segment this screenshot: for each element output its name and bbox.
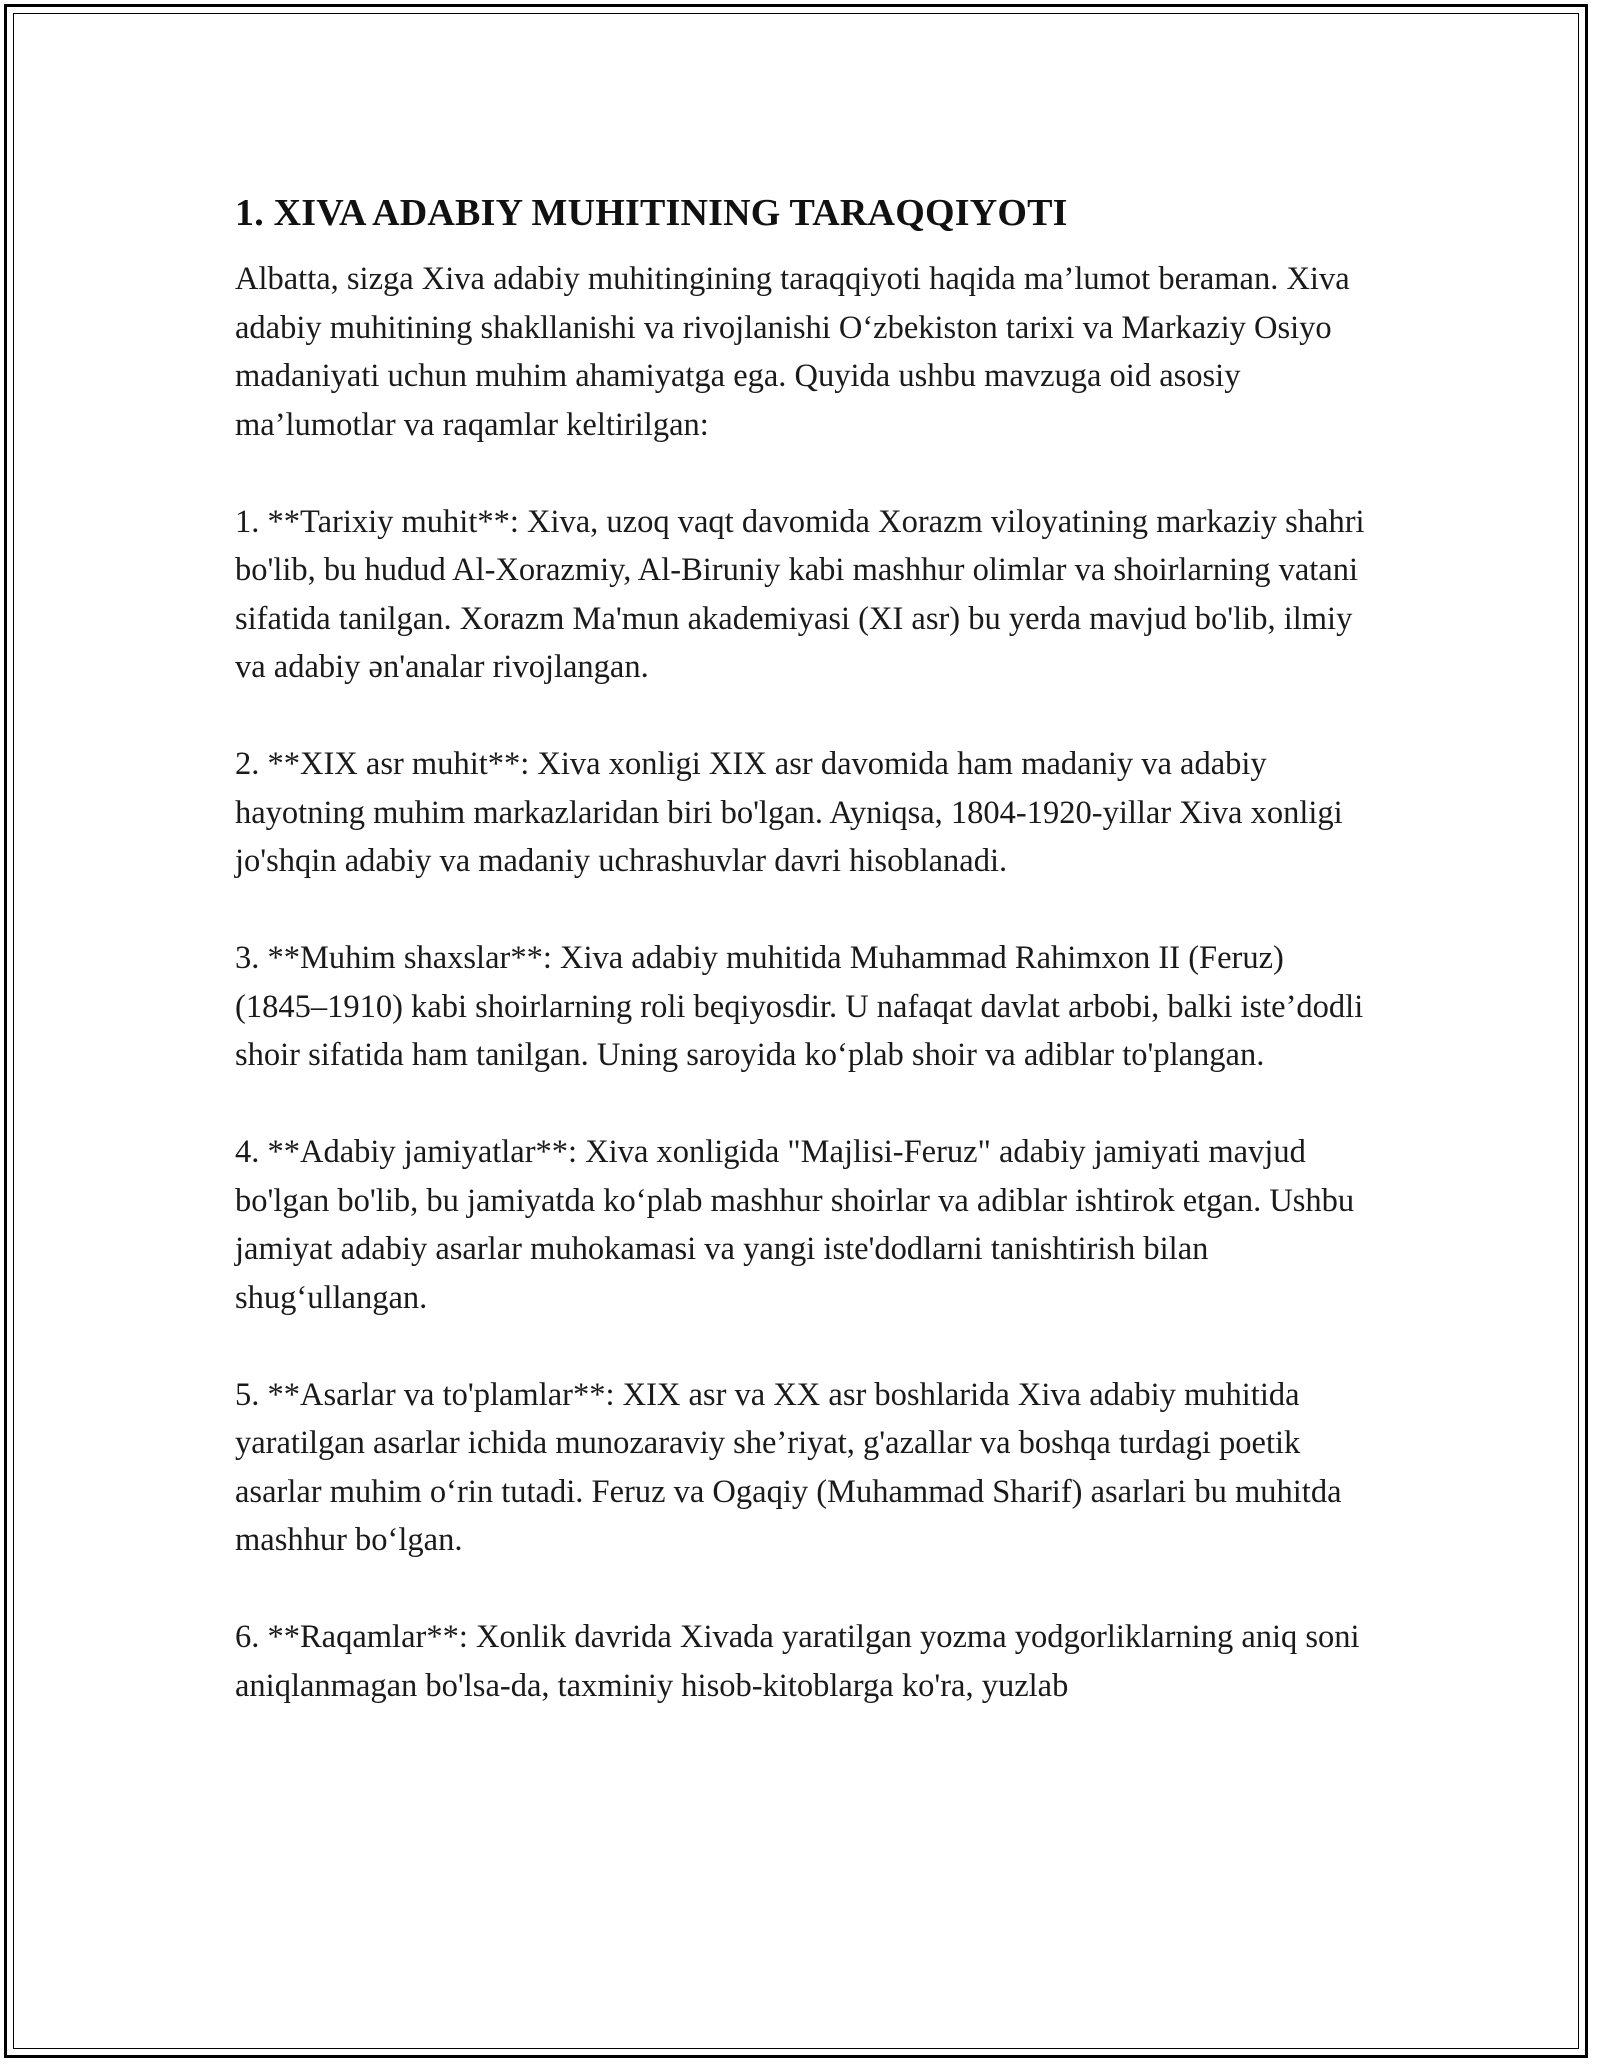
paragraph-muhim-shaxslar: 3. **Muhim shaxslar**: Xiva adabiy muhitida Muhammad Rahimxon II (Feruz) (1845–1910) kabi shoirlarning roli beqiyosdir. U nafaqat davlat arbobi, balki iste’dodli shoir sifatida ham tanilgan. Uning saroyida ko‘plab shoir va adiblar to'plangan. xyxy=(235,940,1364,1073)
paragraph-raqamlar: 6. **Raqamlar**: Xonlik davrida Xivada yaratilgan yozma yodgorliklarning aniq soni aniqlanmagan bo'lsa-da, taxminiy hisob-kitoblarga ko'ra, yuzlab xyxy=(235,1619,1360,1704)
document-title: 1. XIVA ADABIY MUHITINING TARAQQIYOTI xyxy=(235,192,1068,234)
paragraph-asarlar-va-toplamlar: 5. **Asarlar va to'plamlar**: XIX asr va XX asr boshlarida Xiva adabiy muhitida yaratilgan asarlar ichida munozaraviy she’riyat, g'azallar va boshqa turdagi poetik asarlar muhim o‘rin tutadi. Feruz va Ogaqiy (Muhammad Sharif) asarlari bu muhitda mashhur bo‘lgan. xyxy=(235,1376,1342,1558)
paragraph-adabiy-jamiyatlar: 4. **Adabiy jamiyatlar**: Xiva xonligida "Majlisi-Feruz" adabiy jamiyati mavjud bo'lgan bo'lib, bu jamiyatda ko‘plab mashhur shoirlar va adiblar ishtirok etgan. Ushbu jamiyat adabiy asarlar muhokamasi va yangi iste'dodlarni tanishtirish bilan shug‘ullangan. xyxy=(235,1134,1355,1316)
paragraph-tarixiy-muhit: 1. **Tarixiy muhit**: Xiva, uzoq vaqt davomida Xorazm viloyatining markaziy shahri bo'lib, bu hudud Al-Xorazmiy, Al-Biruniy kabi mashhur olimlar va shoirlarning vatani sifatida tanilgan. Xorazm Ma'mun akademiyasi (XI asr) bu yerda mavjud bo'lib, ilmiy va adabiy ən'analar rivojlangan. xyxy=(235,503,1365,685)
document-body xyxy=(235,187,1375,1759)
paragraph-intro: Albatta, sizga Xiva adabiy muhitingining taraqqiyoti haqida ma’lumot beraman. Xiva adabiy muhitining shakllanishi va rivojlanishi O‘zbekiston tarixi va Markaziy Osiyo madaniyati uchun muhim ahamiyatga ega. Quyida ushbu mavzuga oid asosiy ma’lumotlar va raqamlar keltirilgan: xyxy=(235,261,1350,443)
paragraph-xix-asr-muhit: 2. **XIX asr muhit**: Xiva xonligi XIX asr davomida ham madaniy va adabiy hayotning muhim markazlaridan biri bo'lgan. Ayniqsa, 1804-1920-yillar Xiva xonligi jo'shqin adabiy va madaniy uchrashuvlar davri hisoblanadi. xyxy=(235,746,1343,879)
